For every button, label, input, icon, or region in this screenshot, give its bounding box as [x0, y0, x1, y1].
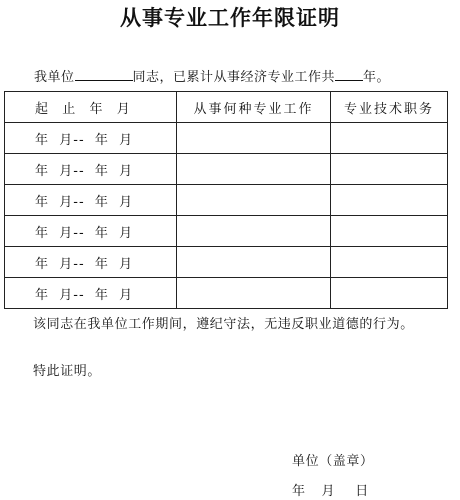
header-period: 起 止 年 月 [5, 92, 177, 123]
period-cell: 年 月-- 年 月 [5, 247, 177, 278]
closing-statement: 特此证明。 [33, 364, 102, 379]
table-row [5, 185, 448, 216]
title-cell [331, 216, 448, 247]
table-row [5, 247, 448, 278]
intro-text-1: 我单位 [34, 70, 75, 85]
period-cell: 年 月-- 年 月 [5, 216, 177, 247]
header-specialty: 从事何种专业工作 [177, 92, 331, 123]
specialty-cell [177, 247, 331, 278]
table-row [5, 278, 448, 309]
unit-name-blank [75, 68, 133, 81]
period-cell: 年 月-- 年 月 [5, 278, 177, 309]
document-title: 从事专业工作年限证明 [120, 5, 340, 30]
title-cell [331, 123, 448, 154]
specialty-cell [177, 154, 331, 185]
table-row [5, 154, 448, 185]
title-cell [331, 185, 448, 216]
table-row [5, 123, 448, 154]
intro-line [34, 66, 390, 85]
header-title: 专业技术职务 [331, 92, 448, 123]
specialty-cell [177, 278, 331, 309]
period-cell: 年 月-- 年 月 [5, 123, 177, 154]
signature-unit-seal: 单位（盖章） [292, 454, 374, 469]
intro-text-2: 同志，已累计从事经济专业工作共 [132, 70, 336, 85]
title-cell [331, 278, 448, 309]
table-row [5, 216, 448, 247]
specialty-cell [177, 185, 331, 216]
intro-text-3: 年。 [363, 70, 391, 85]
work-record-table [4, 91, 448, 309]
specialty-cell [177, 216, 331, 247]
table-header-row [5, 92, 448, 123]
specialty-cell [177, 123, 331, 154]
title-cell [331, 154, 448, 185]
years-blank [335, 68, 363, 81]
period-cell: 年 月-- 年 月 [5, 185, 177, 216]
conduct-statement: 该同志在我单位工作期间，遵纪守法，无违反职业道德的行为。 [33, 317, 414, 332]
title-cell [331, 247, 448, 278]
signature-date: 年 月 日 [292, 484, 369, 499]
period-cell: 年 月-- 年 月 [5, 154, 177, 185]
